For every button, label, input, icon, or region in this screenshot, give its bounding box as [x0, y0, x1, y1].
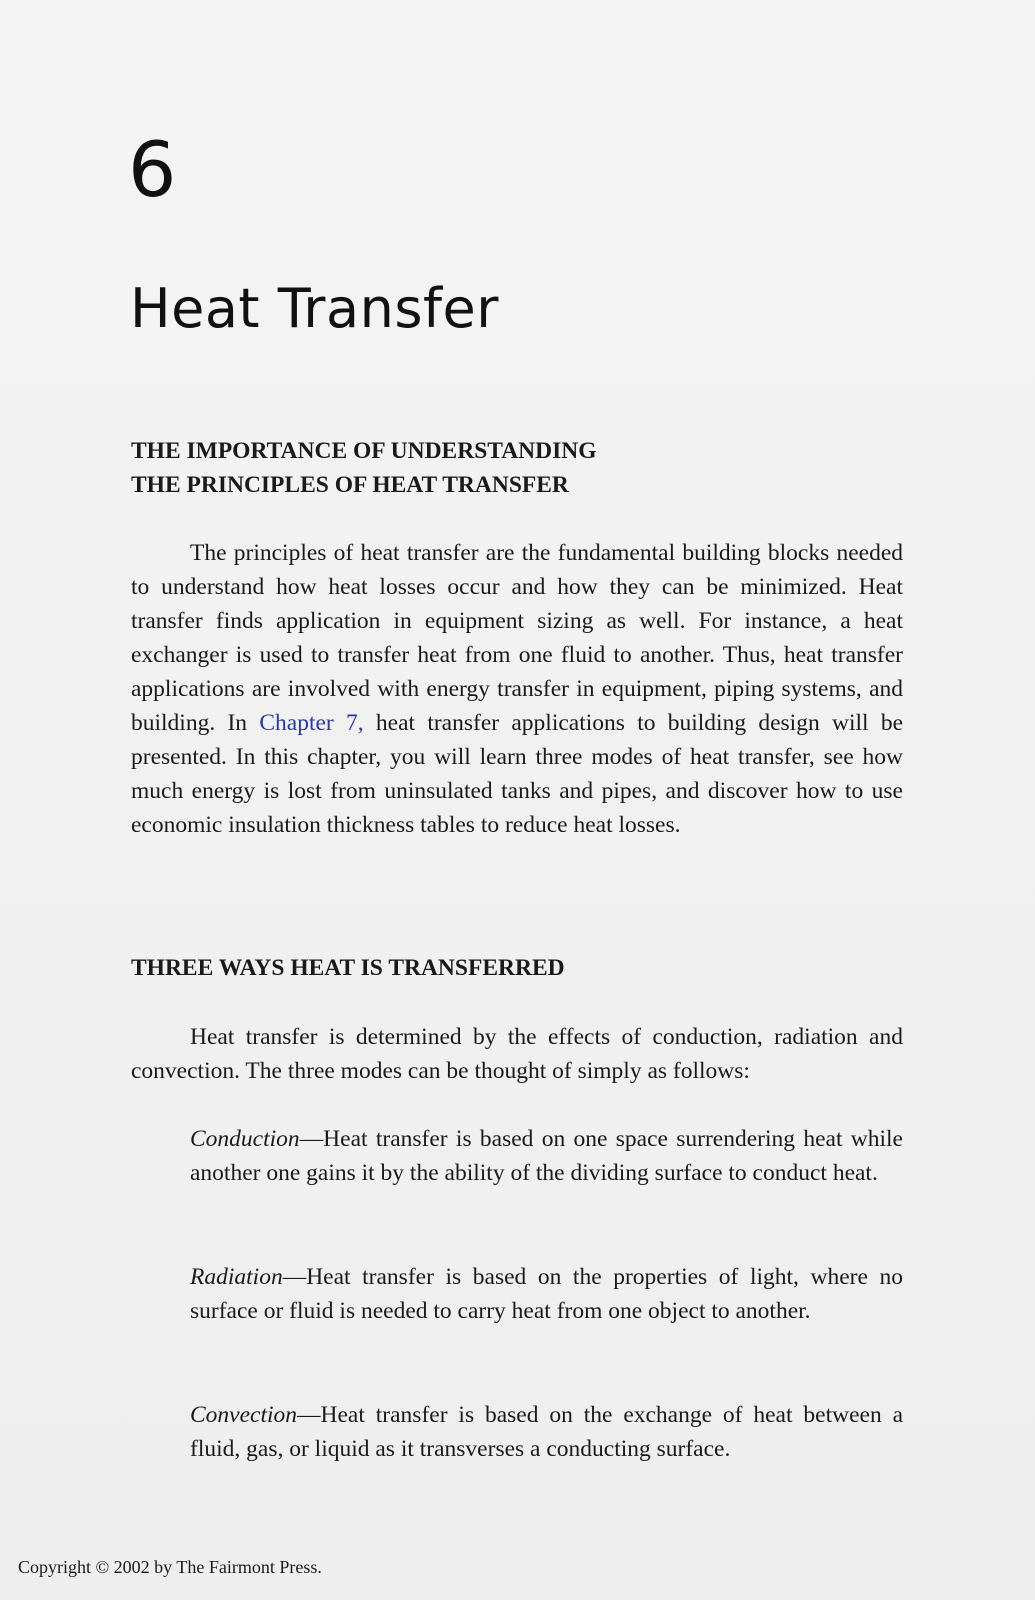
- mode-text-convection: Heat transfer is based on the exchange of heat between a fluid, gas, or liquid as it transverses a conducting surface.: [190, 1402, 903, 1462]
- mode-term-radiation: Radiation: [190, 1264, 283, 1290]
- mode-dash: —: [299, 1126, 324, 1152]
- importance-text-before-link: The principles of heat transfer are the fundamental building blocks needed to understand how heat losses occur and how they can be minimized. Heat transfer finds application in equipment sizing as well. For instance, a heat exchanger is used to transfer heat from one fluid to another. Thus, heat transfer applications are involved with energy transfer in equipment, piping systems, and building. In: [131, 540, 903, 736]
- chapter-7-link[interactable]: Chapter 7,: [259, 710, 364, 736]
- section-heading-three-ways: THREE WAYS HEAT IS TRANSFERRED: [131, 955, 565, 981]
- mode-convection: [190, 1398, 903, 1466]
- chapter-title: Heat Transfer: [130, 277, 499, 340]
- copyright-notice: Copyright © 2002 by The Fairmont Press.: [18, 1557, 322, 1577]
- section-heading-line-1: THE IMPORTANCE OF UNDERSTANDING: [131, 438, 597, 464]
- importance-text-after-link: heat transfer applications to building design will be presented. In this chapter, you will learn three modes of heat transfer, see how much energy is lost from uninsulated tanks and pipes, and discover how to use economic insulation thickness tables to reduce heat losses.: [131, 710, 903, 838]
- mode-conduction: [190, 1122, 903, 1190]
- mode-radiation: [190, 1260, 903, 1328]
- section-heading-line-2: THE PRINCIPLES OF HEAT TRANSFER: [131, 472, 569, 498]
- importance-paragraph: [131, 536, 903, 842]
- three-ways-intro-paragraph: Heat transfer is determined by the effects of conduction, radiation and convection. The three modes can be thought of simply as follows:: [131, 1024, 903, 1084]
- mode-text-radiation: Heat transfer is based on the properties of light, where no surface or fluid is needed to carry heat from one object to another.: [190, 1264, 903, 1324]
- mode-term-convection: Convection: [190, 1402, 298, 1428]
- section-heading-importance: [131, 434, 751, 502]
- mode-term-conduction: Conduction: [190, 1126, 300, 1152]
- mode-dash: —: [297, 1402, 321, 1428]
- mode-dash: —: [282, 1264, 307, 1290]
- mode-text-conduction: Heat transfer is based on one space surrendering heat while another one gains it by the ability of the dividing surface to conduct heat.: [190, 1126, 903, 1186]
- chapter-number: 6: [128, 125, 177, 214]
